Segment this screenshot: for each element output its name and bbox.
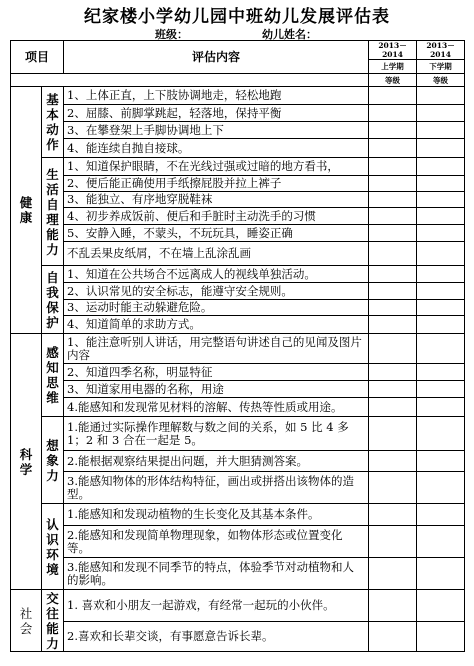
grade-cell[interactable] — [417, 558, 465, 590]
header-term1-semester: 上学期 — [369, 60, 417, 74]
item-text: 2.喜欢和长辈交谈，有事愿意告诉长辈。 — [64, 622, 369, 652]
header-spacer — [11, 74, 369, 87]
grade-cell[interactable] — [417, 398, 465, 417]
grade-cell[interactable] — [369, 417, 417, 451]
grade-cell[interactable] — [417, 316, 465, 334]
grade-cell[interactable] — [369, 208, 417, 225]
grade-cell[interactable] — [369, 300, 417, 316]
grade-cell[interactable] — [369, 622, 417, 652]
item-text: 3、知道家用电器的名称，用途 — [64, 381, 369, 398]
item-text: 4、知道简单的求助方式。 — [64, 316, 369, 334]
child-name-label: 幼儿姓名： — [262, 28, 317, 41]
grade-cell[interactable] — [417, 334, 465, 364]
item-text: 3、能独立、有序地穿脱鞋袜 — [64, 192, 369, 208]
grade-cell[interactable] — [369, 225, 417, 242]
grade-cell[interactable] — [369, 266, 417, 283]
grade-cell[interactable] — [417, 122, 465, 139]
item-text: 2.能感知和发现简单物理现象，如物体形态或位置变化等。 — [64, 526, 369, 558]
item-text: 2、便后能正确使用手纸擦屁股并拉上裤子 — [64, 176, 369, 192]
grade-cell[interactable] — [369, 158, 417, 176]
grade-cell[interactable] — [369, 192, 417, 208]
item-text: 3.能感知物体的形体结构特征，画出或拼搭出该物体的造型。 — [64, 472, 369, 504]
header-term2-semester: 下学期 — [417, 60, 465, 74]
header-grade-2: 等级 — [417, 74, 465, 87]
grade-cell[interactable] — [417, 364, 465, 381]
grade-cell[interactable] — [369, 176, 417, 192]
grade-cell[interactable] — [369, 590, 417, 622]
grade-cell[interactable] — [417, 225, 465, 242]
header-term1-year: 2013－2014 — [369, 41, 417, 60]
item-text: 1、知道保护眼睛，不在光线过强或过暗的地方看书， — [64, 158, 369, 176]
page-title: 纪家楼小学幼儿园中班幼儿发展评估表 — [84, 7, 390, 27]
item-text: 1. 喜欢和小朋友一起游戏，有经常一起玩的小伙伴。 — [64, 590, 369, 622]
grade-cell[interactable] — [369, 283, 417, 300]
item-text: 4、初步养成饭前、便后和手脏时主动洗手的习惯 — [64, 208, 369, 225]
grade-cell[interactable] — [417, 526, 465, 558]
sub-selfcare: 生 活 自 理 能 力 — [42, 158, 64, 266]
header-term2-year: 2013－2014 — [417, 41, 465, 60]
sub-perception-thinking: 感 知 思 维 — [42, 334, 64, 417]
grade-cell[interactable] — [417, 622, 465, 652]
sub-self-protection: 自 我 保 护 — [42, 266, 64, 334]
grade-cell[interactable] — [369, 381, 417, 398]
grade-cell[interactable] — [417, 242, 465, 266]
item-text: 5、安静入睡，不蒙头，不玩玩具，睡姿正确 — [64, 225, 369, 242]
grade-cell[interactable] — [417, 300, 465, 316]
grade-cell[interactable] — [417, 139, 465, 158]
sub-motor: 基 本 动 作 — [42, 87, 64, 158]
item-text: 不乱丢果皮纸屑，不在墙上乱涂乱画 — [64, 242, 369, 266]
item-text: 1、能注意听别人讲话，用完整语句讲述自己的见闻及图片内容 — [64, 334, 369, 364]
grade-cell[interactable] — [417, 208, 465, 225]
item-text: 1.能通过实际操作理解数与数之间的关系，如 5 比 4 多 1；2 和 3 合在一起是 5。 — [64, 417, 369, 451]
grade-cell[interactable] — [417, 417, 465, 451]
grade-cell[interactable] — [417, 158, 465, 176]
grade-cell[interactable] — [417, 283, 465, 300]
grade-cell[interactable] — [417, 266, 465, 283]
grade-cell[interactable] — [369, 451, 417, 472]
grade-cell[interactable] — [417, 472, 465, 504]
item-text: 1、知道在公共场合不远离成人的视线单独活动。 — [64, 266, 369, 283]
group-society: 社 会 — [11, 590, 42, 652]
grade-cell[interactable] — [369, 122, 417, 139]
item-text: 2、认识常见的安全标志，能遵守安全规则。 — [64, 283, 369, 300]
grade-cell[interactable] — [369, 105, 417, 122]
sub-imagination: 想 象 力 — [42, 417, 64, 504]
header-project: 项目 — [11, 41, 64, 74]
grade-cell[interactable] — [417, 87, 465, 105]
grade-cell[interactable] — [369, 364, 417, 381]
item-text: 2、知道四季名称，明显特征 — [64, 364, 369, 381]
grade-cell[interactable] — [369, 526, 417, 558]
grade-cell[interactable] — [417, 451, 465, 472]
sub-social-ability: 交 往 能 力 — [42, 590, 64, 652]
grade-cell[interactable] — [369, 87, 417, 105]
grade-cell[interactable] — [369, 242, 417, 266]
grade-cell[interactable] — [369, 334, 417, 364]
group-science: 科 学 — [11, 334, 42, 590]
header-content: 评估内容 — [64, 41, 369, 74]
grade-cell[interactable] — [369, 398, 417, 417]
item-text: 2.能根据观察结果提出问题，并大胆猜测答案。 — [64, 451, 369, 472]
item-text: 1.能感知和发现动植物的生长变化及其基本条件。 — [64, 504, 369, 526]
grade-cell[interactable] — [369, 472, 417, 504]
class-label: 班级： — [155, 28, 188, 41]
sub-environment: 认 识 环 境 — [42, 504, 64, 590]
grade-cell[interactable] — [417, 504, 465, 526]
item-text: 3、运动时能主动躲避危险。 — [64, 300, 369, 316]
item-text: 1、上体正直，上下肢协调地走，轻松地跑 — [64, 87, 369, 105]
grade-cell[interactable] — [369, 139, 417, 158]
grade-cell[interactable] — [417, 590, 465, 622]
grade-cell[interactable] — [417, 381, 465, 398]
grade-cell[interactable] — [369, 558, 417, 590]
grade-cell[interactable] — [417, 192, 465, 208]
grade-cell[interactable] — [417, 176, 465, 192]
evaluation-table — [10, 40, 465, 652]
grade-cell[interactable] — [369, 504, 417, 526]
group-health: 健 康 — [11, 87, 42, 334]
item-text: 2、屈膝、前脚掌跳起，轻落地，保持平衡 — [64, 105, 369, 122]
item-text: 3.能感知和发现不同季节的特点，体验季节对动植物和人的影响。 — [64, 558, 369, 590]
grade-cell[interactable] — [369, 316, 417, 334]
item-text: 4、能连续自抛自接球。 — [64, 139, 369, 158]
header-grade-1: 等级 — [369, 74, 417, 87]
item-text: 3、在攀登架上手脚协调地上下 — [64, 122, 369, 139]
item-text: 4.能感知和发现常见材料的溶解、传热等性质或用途。 — [64, 398, 369, 417]
grade-cell[interactable] — [417, 105, 465, 122]
